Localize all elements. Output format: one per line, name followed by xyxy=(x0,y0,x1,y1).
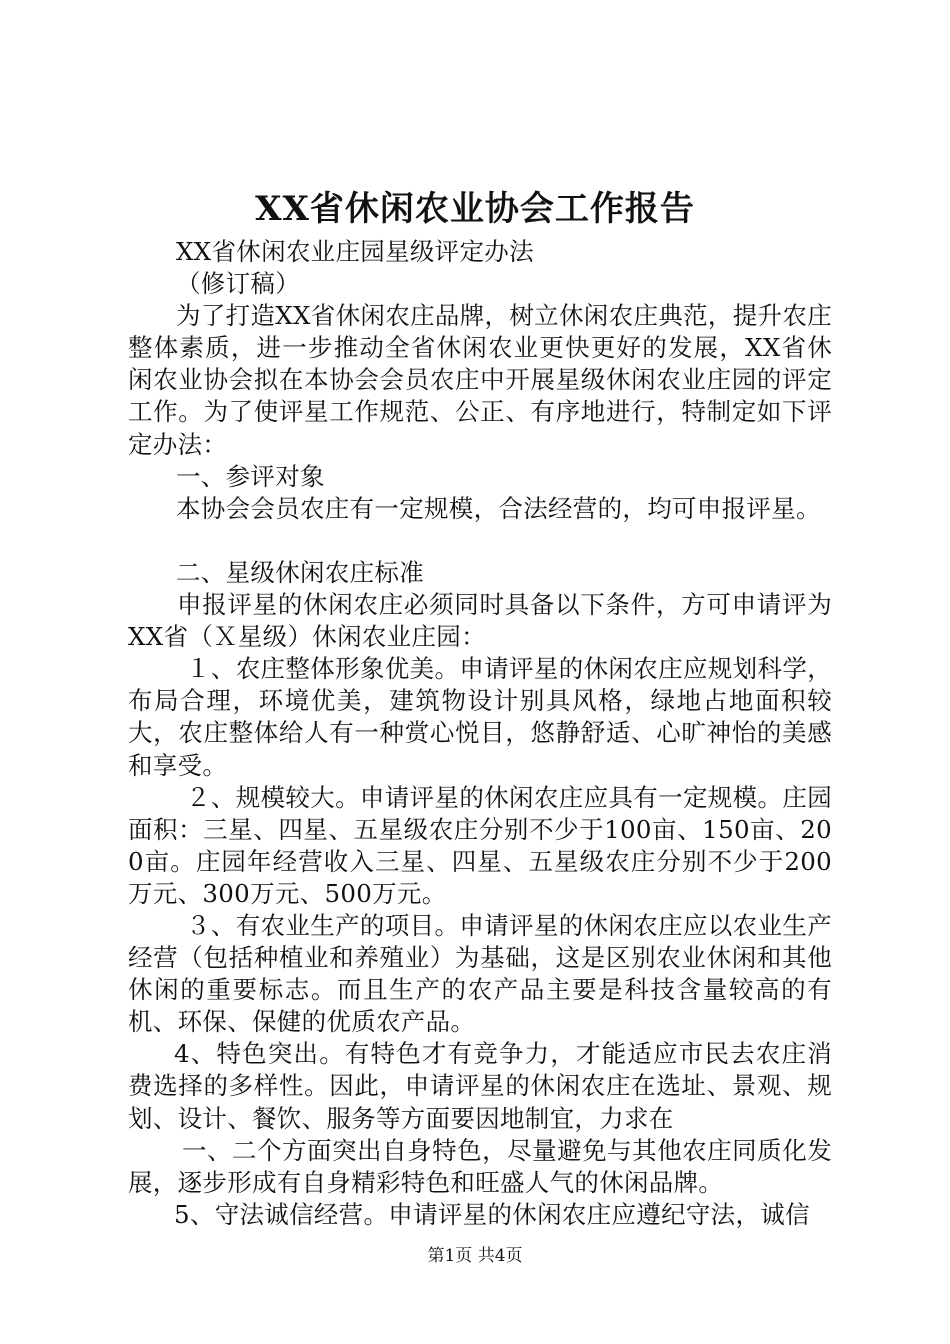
intro-paragraph: 为了打造XX省休闲农庄品牌，树立休闲农庄典范，提升农庄整体素质，进一步推动全省休闲农业更快更好的发展，XX省休闲农业协会拟在本协会会员农庄中开展星级休闲农业庄园的评定工作。为了使评星工作规范、公正、有序地进行，特制定如下评定办法： xyxy=(128,301,832,459)
criteria-item-4-continued: 一、二个方面突出自身特色，尽量避免与其他农庄同质化发展，逐步形成有自身精彩特色和旺盛人气的休闲品牌。 xyxy=(128,1135,832,1197)
section-2-body: 申报评星的休闲农庄必须同时具备以下条件，方可申请评为XX省（Ｘ星级）休闲农业庄园： xyxy=(128,590,832,652)
criteria-item-3: ３、有农业生产的项目。申请评星的休闲农庄应以农业生产经营（包括种植业和养殖业）为基础，这是区别农业休闲和其他休闲的重要标志。而且生产的农产品主要是科技含量较高的有机、环保、保健的优质农产品。 xyxy=(128,910,832,1037)
revision-note: （修订稿） xyxy=(176,269,300,299)
section-1-heading: 一、参评对象 xyxy=(176,461,325,491)
blank-line xyxy=(128,525,832,557)
page-footer: 第1页 共4页 xyxy=(427,1246,523,1266)
document-title: XX省休闲农业协会工作报告 xyxy=(255,189,695,229)
section-1-body: 本协会会员农庄有一定规模，合法经营的，均可申报评星。 xyxy=(176,493,821,523)
document-body xyxy=(128,236,832,1231)
criteria-item-4: 4、特色突出。有特色才有竞争力，才能适应市民去农庄消费选择的多样性。因此，申请评星的休闲农庄在选址、景观、规划、设计、餐饮、服务等方面要因地制宜，力求在 xyxy=(128,1039,832,1133)
document-subtitle: XX省休闲农业庄园星级评定办法 xyxy=(176,237,534,266)
criteria-item-1: １、农庄整体形象优美。申请评星的休闲农庄应规划科学，布局合理，环境优美，建筑物设计别具风格，绿地占地面积较大，农庄整体给人有一种赏心悦目，悠静舒适、心旷神怡的美感和享受。 xyxy=(128,654,832,780)
criteria-item-2: ２、规模较大。申请评星的休闲农庄应具有一定规模。庄园面积：三星、四星、五星级农庄分别不少于100亩、150亩、200亩。庄园年经营收入三星、四星、五星级农庄分别不少于200万元、300万元、500万元。 xyxy=(128,782,832,908)
criteria-item-5: 5、守法诚信经营。申请评星的休闲农庄应遵纪守法，诚信 xyxy=(174,1199,810,1229)
section-2-heading: 二、星级休闲农庄标准 xyxy=(176,557,424,587)
